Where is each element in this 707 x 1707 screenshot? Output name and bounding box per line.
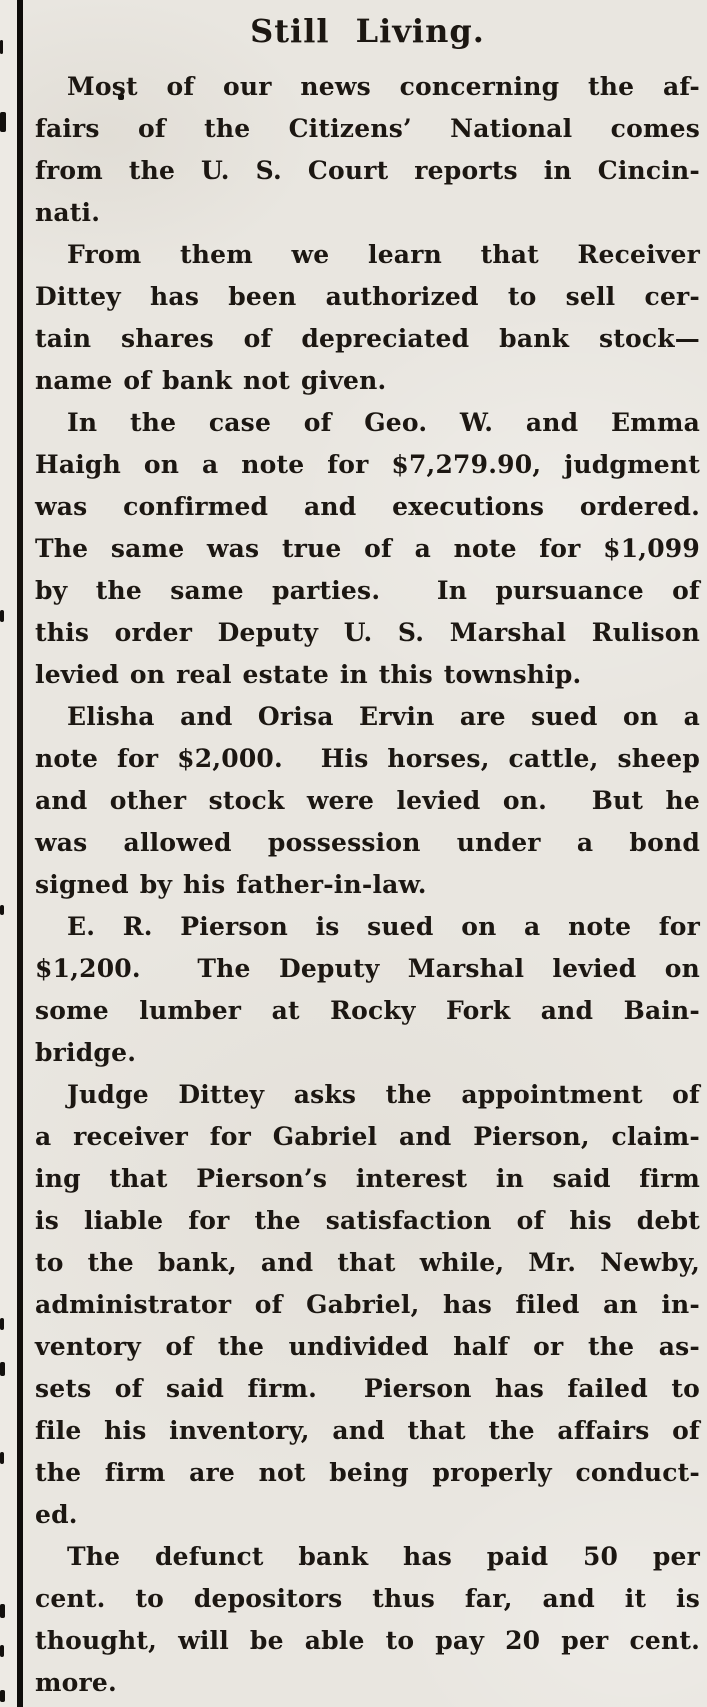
ink-speck (0, 1452, 4, 1464)
article-line: administrator of Gabriel, has filed an in- (35, 1290, 700, 1319)
paragraph (35, 906, 700, 1074)
article-line: ing that Pierson’s interest in said firm (35, 1164, 700, 1193)
article-line: Haigh on a note for $7,279.90, judgment (35, 450, 700, 479)
article-line: levied on real estate in this township. (35, 660, 582, 689)
article-line: a receiver for Gabriel and Pierson, claim- (35, 1122, 700, 1151)
article-line: the firm are not being properly conduct- (35, 1458, 700, 1487)
ink-speck (0, 1604, 5, 1618)
article-line: Elisha and Orisa Ervin are sued on a (67, 702, 700, 731)
ink-speck (0, 1690, 5, 1702)
article-line: $1,200. The Deputy Marshal levied on (35, 954, 700, 983)
article-line: was allowed possession under a bond (35, 828, 700, 857)
ink-speck (0, 610, 4, 622)
article-line: cent. to depositors thus far, and it is (35, 1584, 700, 1613)
article-line: tain shares of depreciated bank stock— (35, 324, 700, 353)
article-line: From them we learn that Receiver (67, 240, 700, 269)
paragraph (35, 402, 700, 696)
ink-speck (0, 112, 6, 132)
article-line: The defunct bank has paid 50 per (67, 1542, 700, 1571)
article-line: Most of our news concerning the af- (67, 72, 700, 101)
article (35, 6, 700, 1704)
article-line: Judge Dittey asks the appointment of (67, 1080, 700, 1109)
ink-speck (0, 1645, 4, 1657)
article-line: name of bank not given. (35, 366, 387, 395)
article-line: ventory of the undivided half or the as- (35, 1332, 700, 1361)
article-line: bridge. (35, 1038, 137, 1067)
article-line: sets of said firm. Pierson has failed to (35, 1374, 700, 1403)
article-line: and other stock were levied on. But he (35, 786, 700, 815)
article-line: some lumber at Rocky Fork and Bain- (35, 996, 700, 1025)
paragraph (35, 234, 700, 402)
paragraph (35, 1536, 700, 1704)
ink-speck (0, 1362, 5, 1376)
article-line: nati. (35, 198, 101, 227)
article-line: by the same parties. In pursuance of (35, 576, 700, 605)
ink-speck (0, 905, 4, 915)
article-line: file his inventory, and that the affairs of (35, 1416, 700, 1445)
article-line: thought, will be able to pay 20 per cent. (35, 1626, 700, 1655)
paragraph (35, 696, 700, 906)
article-line: this order Deputy U. S. Marshal Rulison (35, 618, 700, 647)
ink-speck (0, 40, 3, 54)
ink-speck (0, 1318, 4, 1330)
article-line: to the bank, and that while, Mr. Newby, (35, 1248, 700, 1277)
column-rule (17, 0, 23, 1707)
left-gutter (0, 0, 17, 1707)
article-line: was confirmed and executions ordered. (35, 492, 700, 521)
article-line: ed. (35, 1500, 78, 1529)
article-line: Dittey has been authorized to sell cer- (35, 282, 700, 311)
article-line: from the U. S. Court reports in Cincin- (35, 156, 700, 185)
article-headline: Still Living. (250, 12, 485, 50)
article-line: In the case of Geo. W. and Emma (67, 408, 700, 437)
article-line: note for $2,000. His horses, cattle, sheep (35, 744, 700, 773)
paragraph (35, 1074, 700, 1536)
article-line: is liable for the satisfaction of his debt (35, 1206, 700, 1235)
article-body (35, 66, 700, 1704)
article-line: more. (35, 1668, 117, 1697)
article-line: E. R. Pierson is sued on a note for (67, 912, 700, 941)
article-line: fairs of the Citizens’ National comes (35, 114, 700, 143)
article-line: signed by his father-in-law. (35, 870, 427, 899)
paragraph (35, 66, 700, 234)
article-line: The same was true of a note for $1,099 (35, 534, 700, 563)
